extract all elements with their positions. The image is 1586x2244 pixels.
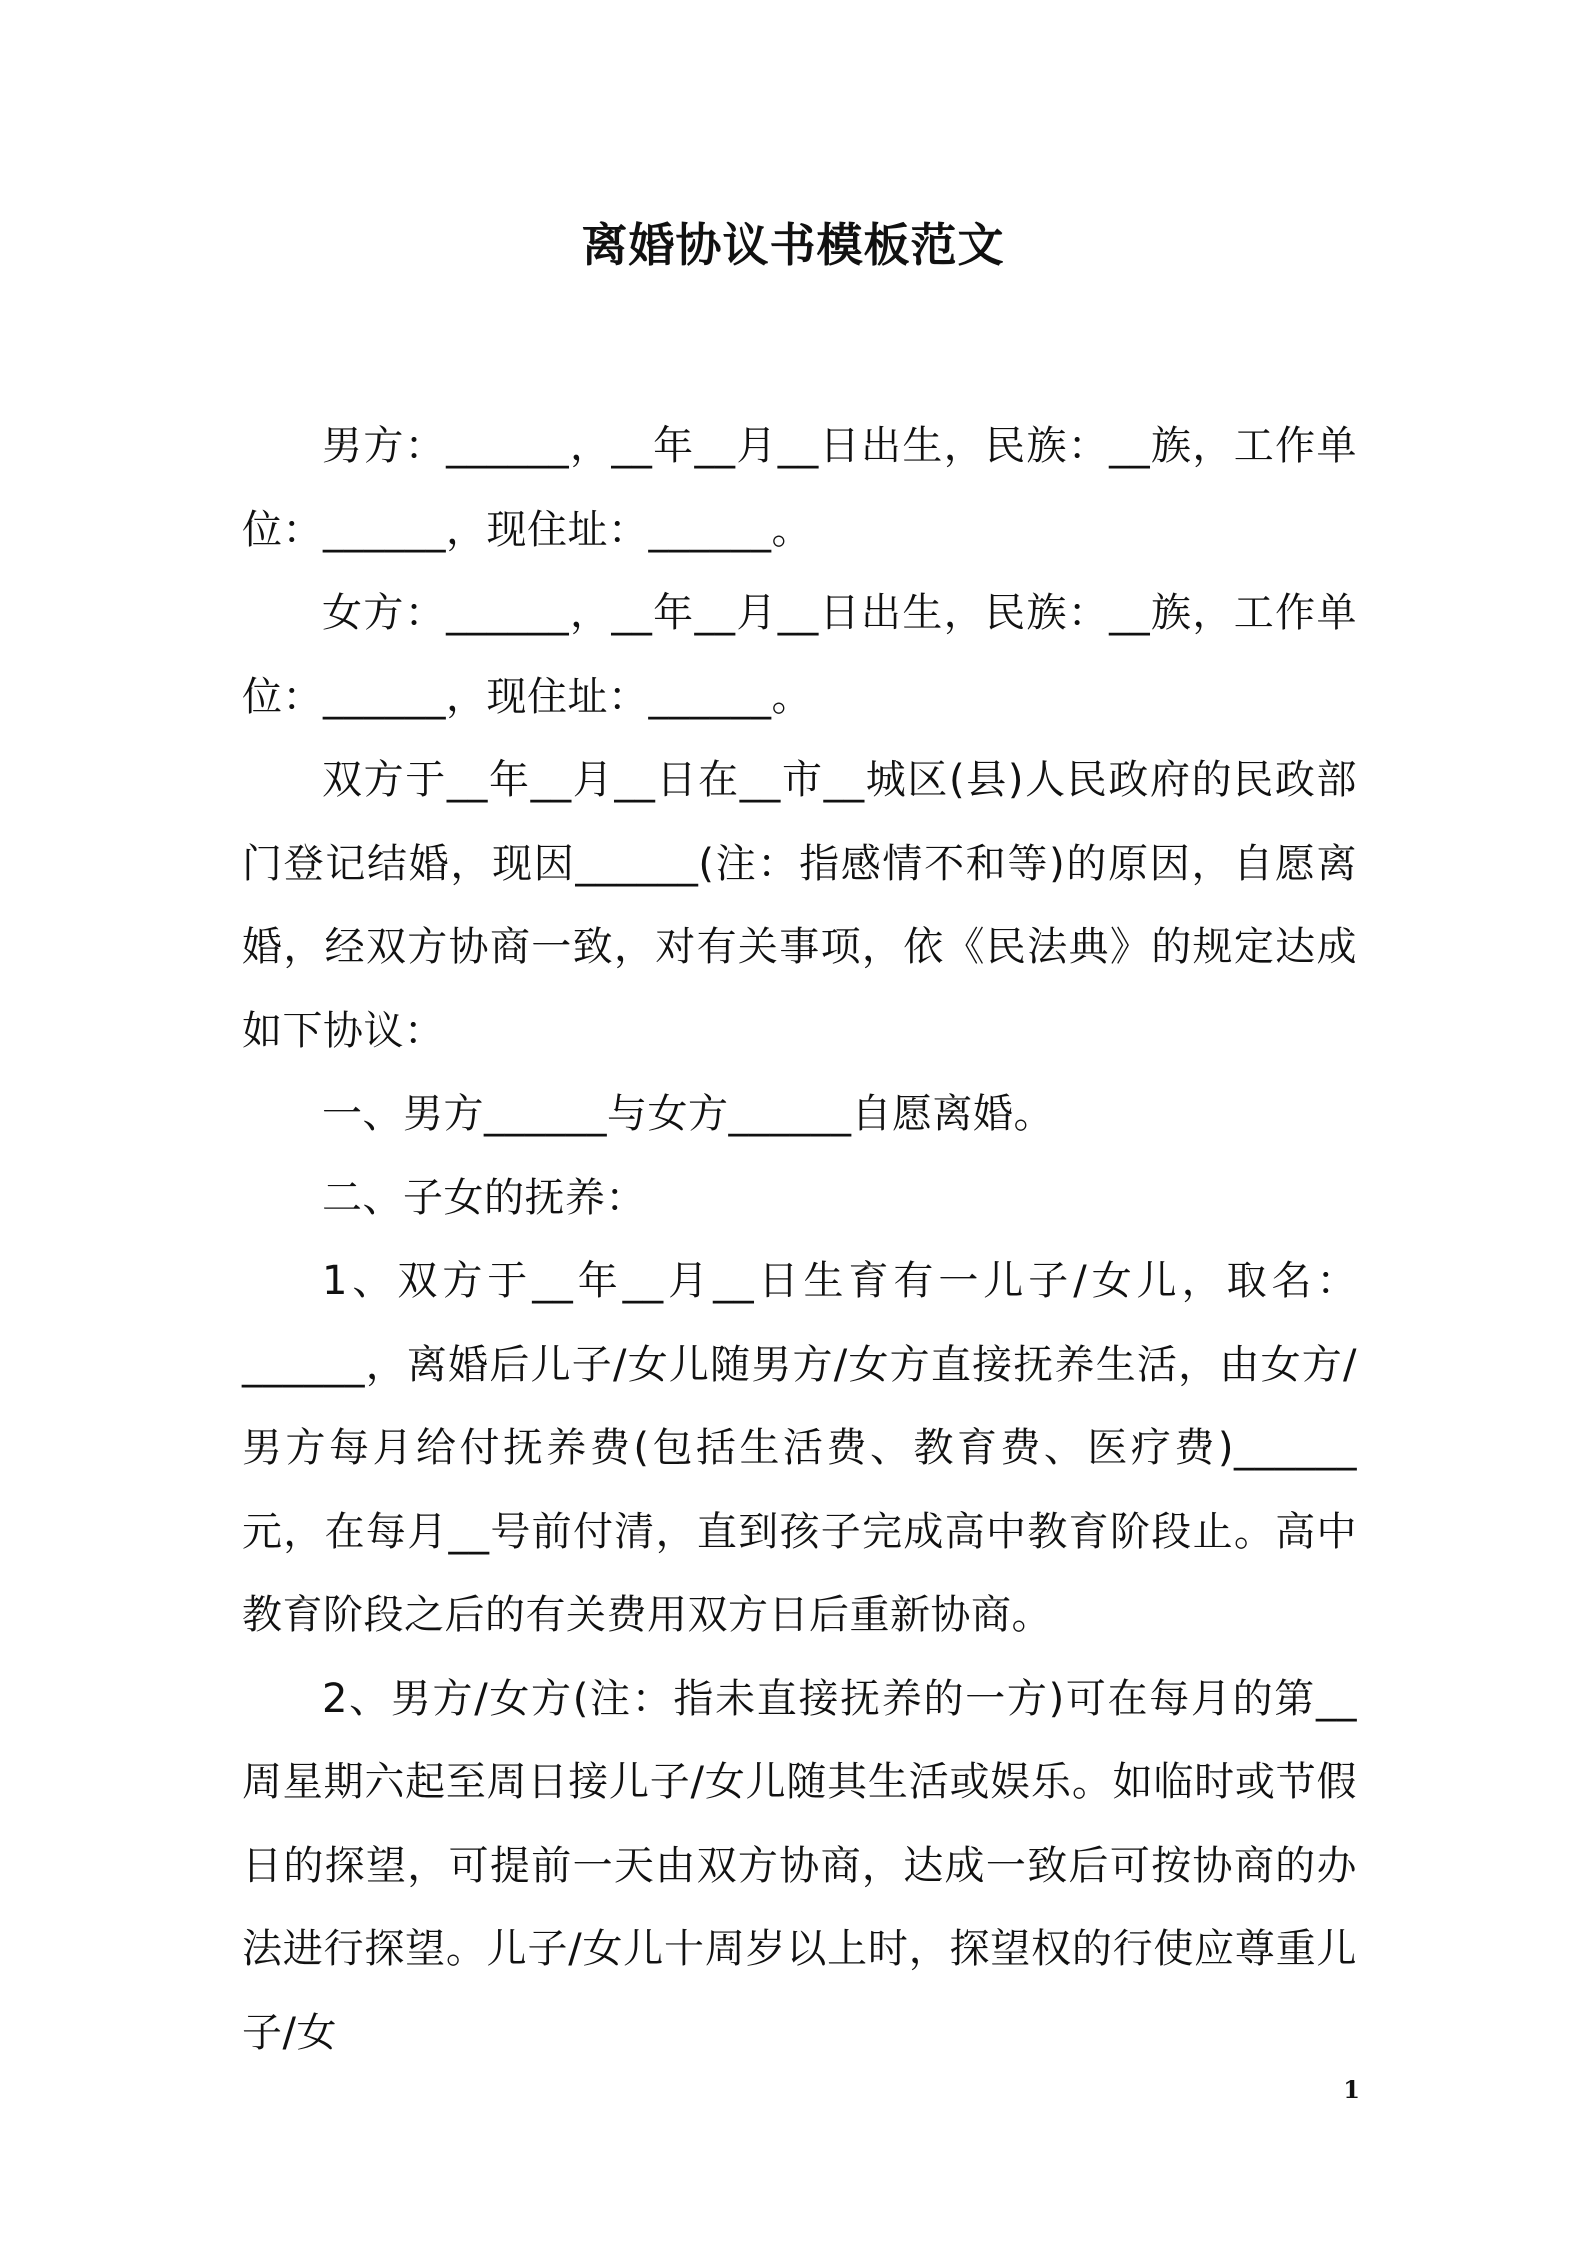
document-title: 离婚协议书模板范文 <box>581 218 1005 272</box>
page-number: 1 <box>1343 2075 1360 2104</box>
paragraph-visitation: 2、男方/女方(注：指未直接抚养的一方)可在每月的第__周星期六起至周日接儿子/女儿随其生活或娱乐。如临时或节假日的探望，可提前一天由双方协商，达成一致后可按协商的办法进行探望。儿子/女儿十周岁以上时，探望权的行使应尊重儿子/女 <box>242 1675 1357 2056</box>
paragraph-marriage-registration: 双方于__年__月__日在__市__城区(县)人民政府的民政部门登记结婚，现因______(注：指感情不和等)的原因，自愿离婚，经双方协商一致，对有关事项，依《民法典》的规定达成如下协议： <box>242 757 1357 1054</box>
paragraph-child-custody: 1、双方于__年__月__日生育有一儿子/女儿，取名：______，离婚后儿子/女儿随男方/女方直接抚养生活，由女方/男方每月给付抚养费(包括生活费、教育费、医疗费)______元，在每月__号前付清，直到孩子完成高中教育阶段止。高中教育阶段之后的有关费用双方日后重新协商。 <box>242 1258 1357 1638</box>
paragraph-clause-two-heading: 二、子女的抚养： <box>322 1174 646 1221</box>
paragraph-female-party: 女方：______，__年__月__日出生，民族：__族，工作单位：______，现住址：______。 <box>242 590 1357 720</box>
paragraph-male-party: 男方：______，__年__月__日出生，民族：__族，工作单位：______，现住址：______。 <box>242 423 1357 553</box>
document-body <box>242 405 1357 2075</box>
paragraph-clause-one: 一、男方______与女方______自愿离婚。 <box>322 1091 1054 1137</box>
